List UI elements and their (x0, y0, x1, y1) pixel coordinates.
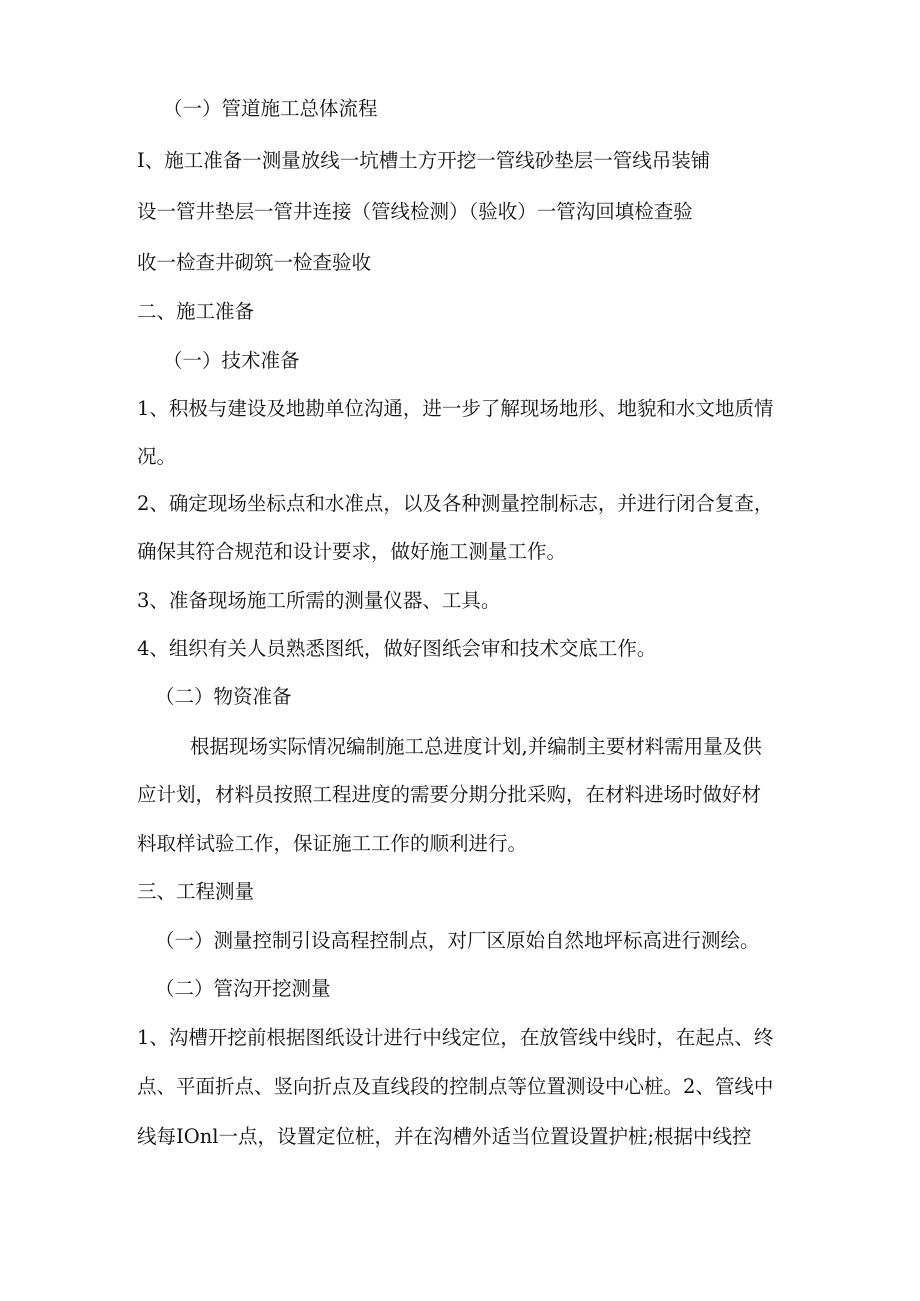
paragraph-line: 线每IOnl一点，设置定位桩，并在沟槽外适当位置设置护桩;根据中线控 (137, 1125, 752, 1148)
paragraph-line: 况。 (137, 445, 177, 468)
section-heading-technical-prep: （一）技术准备 (163, 349, 300, 372)
paragraph-line: 收一检查井砌筑一检查验收 (137, 251, 372, 274)
section-heading-control-survey: （一）测量控制引设高程控制点，对厂区原始自然地坪标高进行测绘。 (155, 929, 760, 952)
section-heading-material-prep: （二）物资准备 (155, 685, 292, 708)
chapter-heading-construction-prep: 二、施工准备 (137, 300, 255, 323)
paragraph-line: 3、准备现场施工所需的测量仪器、工具。 (137, 589, 501, 612)
paragraph-line: I、施工准备一测量放线一坑槽土方开挖一管线砂垫层一管线吊装铺 (137, 149, 711, 172)
section-heading-pipeline-flow: （一）管道施工总体流程 (163, 97, 378, 120)
paragraph-line: 根据现场实际情况编制施工总进度计划,并编制主要材料需用量及供 (190, 735, 762, 758)
paragraph-line: 1、沟槽开挖前根据图纸设计进行中线定位，在放管线中线时，在起点、终 (137, 1026, 774, 1049)
chapter-heading-survey: 三、工程测量 (137, 880, 255, 903)
paragraph-line: 1、积极与建设及地勘单位沟通，进一步了解现场地形、地貌和水文地质情 (137, 397, 774, 420)
paragraph-line: 确保其符合规范和设计要求，做好施工测量工作。 (137, 540, 567, 563)
paragraph-line: 4、组织有关人员熟悉图纸，做好图纸会审和技术交底工作。 (137, 637, 657, 660)
paragraph-line: 料取样试验工作，保证施工工作的顺利进行。 (137, 832, 528, 855)
paragraph-line: 点、平面折点、竖向折点及直线段的控制点等位置测设中心桩。2、管线中 (137, 1075, 774, 1098)
paragraph-line: 应计划，材料员按照工程进度的需要分期分批采购，在材料进场时做好材 (137, 783, 762, 806)
paragraph-line: 2、确定现场坐标点和水准点，以及各种测量控制标志，并进行闭合复查， (137, 492, 774, 515)
section-heading-trench-survey: （二）管沟开挖测量 (155, 977, 331, 1000)
paragraph-line: 设一管井垫层一管井连接（管线检测）（验收）一管沟回填检查验 (137, 200, 693, 223)
